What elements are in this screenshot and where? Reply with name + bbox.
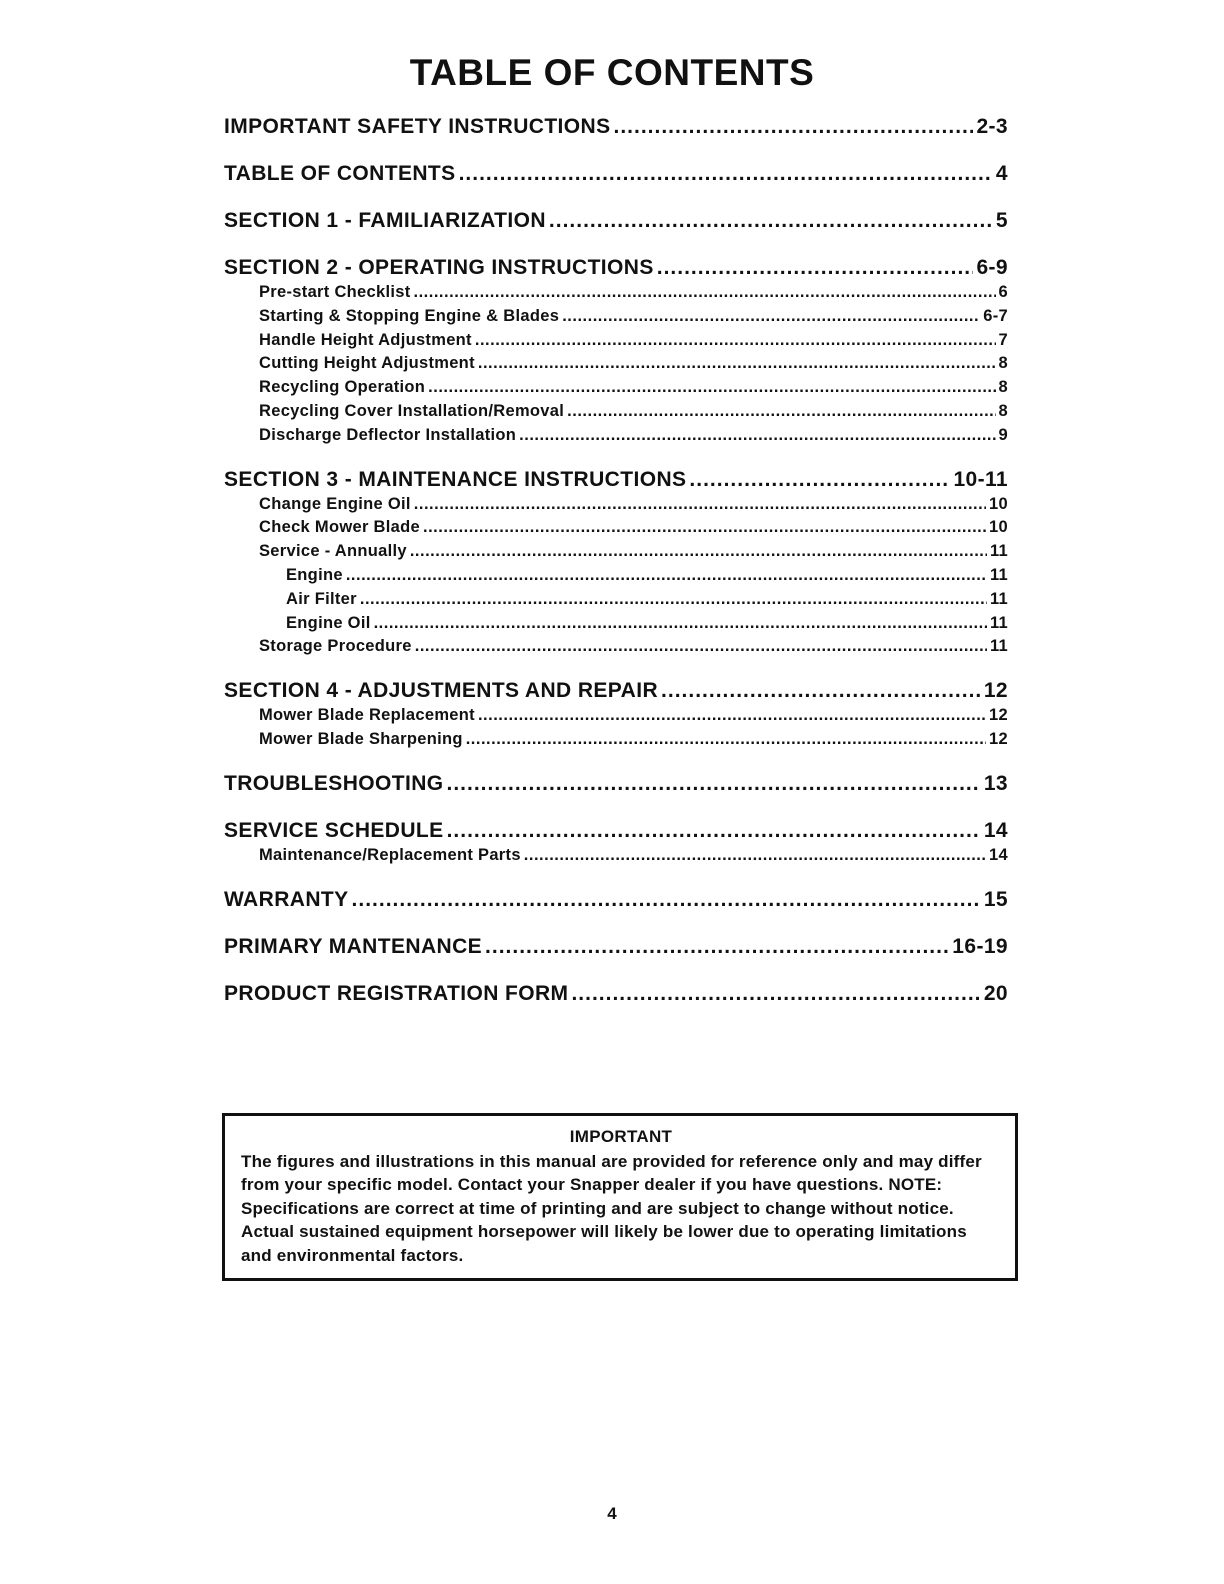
toc-subsection-entry (224, 540, 1008, 564)
toc-entry-label: Maintenance/Replacement Parts (259, 845, 521, 864)
toc-entry-page: 9 (998, 425, 1008, 444)
toc-dot-leader (519, 424, 995, 448)
toc-dot-leader (447, 816, 981, 846)
toc-entry-label: Storage Procedure (259, 637, 412, 656)
toc-entry-page: 15 (983, 887, 1008, 911)
toc-entry-label: Handle Height Adjustment (259, 330, 472, 349)
toc-entry-label: Change Engine Oil (259, 494, 411, 513)
toc-entry-page: 13 (983, 771, 1008, 795)
toc-entry-page: 12 (983, 679, 1008, 703)
toc-dot-leader (410, 540, 987, 564)
toc-dot-leader (478, 352, 996, 376)
toc-dot-leader (485, 932, 949, 962)
toc-group (224, 112, 1008, 142)
toc-subsection-entry (224, 704, 1008, 728)
toc-group (224, 769, 1008, 799)
toc-entry-label: SECTION 2 - OPERATING INSTRUCTIONS (224, 256, 654, 279)
toc-dot-leader (567, 400, 995, 424)
toc-subsection-entry (224, 564, 1008, 588)
toc-dot-leader (571, 979, 980, 1009)
toc-dot-leader (346, 564, 987, 588)
toc-entry-label: WARRANTY (224, 887, 349, 911)
toc-entry-page: 12 (989, 729, 1008, 748)
toc-dot-leader (459, 159, 993, 189)
toc-subsection-entry (224, 400, 1008, 424)
toc-entry-label: Cutting Height Adjustment (259, 354, 475, 373)
toc-group (224, 465, 1008, 660)
toc-section-entry (224, 816, 1008, 846)
notice-title: IMPORTANT (569, 1127, 673, 1146)
toc-entry-label: TABLE OF CONTENTS (224, 162, 456, 185)
toc-entry-label: Service - Annually (259, 542, 407, 561)
toc-subsection-entry (224, 728, 1008, 752)
toc-entry-page: 8 (998, 401, 1008, 420)
toc-dot-leader (614, 112, 974, 142)
toc-entry-label: Pre-start Checklist (259, 283, 411, 301)
toc-dot-leader (415, 635, 987, 659)
toc-entry-page: 10-11 (953, 467, 1008, 491)
toc-entry-page: 8 (998, 378, 1008, 397)
toc-dot-leader (562, 305, 980, 329)
toc-dot-leader (689, 465, 950, 495)
toc-dot-leader (478, 704, 986, 728)
toc-entry-page: 10 (989, 518, 1008, 537)
toc-section-entry (224, 932, 1008, 962)
toc-subsection-entry (224, 612, 1008, 636)
toc-entry-label: Discharge Deflector Installation (259, 425, 517, 444)
toc-dot-leader (447, 769, 981, 799)
toc-group (224, 885, 1008, 915)
toc-group (224, 206, 1008, 236)
toc-group (224, 816, 1008, 868)
toc-group (224, 979, 1008, 1009)
page-number: 4 (607, 1504, 617, 1523)
toc-entry-page: 14 (989, 845, 1008, 864)
toc-entry-label: PRODUCT REGISTRATION FORM (224, 981, 569, 1005)
toc-entry-page: 6-7 (983, 306, 1008, 325)
toc-entry-page: 5 (995, 209, 1008, 232)
toc-entry-page: 6 (998, 283, 1008, 301)
page-title: TABLE OF CONTENTS (409, 52, 815, 93)
toc-section-entry (224, 112, 1008, 142)
toc-entry-page: 6-9 (976, 256, 1008, 279)
toc-group (224, 253, 1008, 448)
toc-entry-page: 14 (983, 818, 1008, 842)
toc-dot-leader (657, 253, 974, 283)
toc-subsection-entry (224, 376, 1008, 400)
toc-dot-leader (374, 612, 987, 636)
toc-entry-label: TROUBLESHOOTING (224, 771, 444, 795)
toc-group (224, 932, 1008, 962)
toc-entry-page: 11 (989, 637, 1008, 656)
toc-dot-leader (524, 844, 986, 868)
toc-entry-label: Recycling Operation (259, 378, 426, 397)
toc-entry-label: Mower Blade Sharpening (259, 729, 463, 748)
toc-entry-label: Engine Oil (286, 613, 371, 632)
toc-entry-page: 2-3 (976, 115, 1008, 138)
toc-subsection-entry (224, 424, 1008, 448)
toc-subsection-entry (224, 352, 1008, 376)
toc-subsection-entry (224, 281, 1008, 305)
important-notice-box (222, 1113, 1018, 1281)
toc-dot-leader (549, 206, 993, 236)
toc-section-entry (224, 465, 1008, 495)
toc-entry-page: 10 (989, 494, 1008, 513)
notice-body: The figures and illustrations in this manual are provided for reference only and may differ from your specific model. Contact your Snapper dealer if you have questions. NOTE: Specifications are correct at time of printing and are subject to change without notice. Actual sustained equipment horsepower will likely be lower due to operating limitations and environmental factors. (241, 1152, 982, 1265)
toc-section-entry (224, 885, 1008, 915)
toc-entry-page: 11 (989, 613, 1008, 632)
toc-entry-label: SECTION 4 - ADJUSTMENTS AND REPAIR (224, 679, 659, 703)
toc-subsection-entry (224, 844, 1008, 868)
toc-entry-page: 16-19 (952, 934, 1008, 958)
toc-entry-label: PRIMARY MANTENANCE (224, 934, 483, 958)
toc-section-entry (224, 979, 1008, 1009)
toc-entry-page: 11 (989, 542, 1008, 561)
toc-dot-leader (360, 588, 987, 612)
toc-entry-label: Engine (286, 565, 343, 584)
table-of-contents (224, 112, 1008, 1009)
toc-dot-leader (414, 281, 996, 305)
toc-dot-leader (414, 493, 986, 517)
toc-section-entry (224, 253, 1008, 283)
toc-entry-page: 11 (989, 589, 1008, 608)
toc-section-entry (224, 206, 1008, 236)
toc-entry-label: Starting & Stopping Engine & Blades (259, 306, 560, 325)
toc-entry-page: 7 (998, 330, 1008, 349)
toc-dot-leader (661, 676, 981, 706)
toc-group (224, 159, 1008, 189)
toc-entry-label: Mower Blade Replacement (259, 706, 475, 725)
toc-subsection-entry (224, 635, 1008, 659)
toc-subsection-entry (224, 329, 1008, 353)
toc-subsection-entry (224, 305, 1008, 329)
toc-entry-page: 4 (995, 162, 1008, 185)
toc-subsection-entry (224, 493, 1008, 517)
toc-dot-leader (352, 885, 981, 915)
toc-subsection-entry (224, 516, 1008, 540)
toc-entry-page: 12 (989, 706, 1008, 725)
toc-entry-label: Check Mower Blade (259, 518, 420, 537)
toc-section-entry (224, 676, 1008, 706)
toc-entry-label: SECTION 1 - FAMILIARIZATION (224, 209, 546, 232)
toc-group (224, 676, 1008, 752)
toc-section-entry (224, 769, 1008, 799)
toc-entry-page: 11 (989, 565, 1008, 584)
toc-dot-leader (475, 329, 996, 353)
toc-subsection-entry (224, 588, 1008, 612)
toc-entry-label: SECTION 3 - MAINTENANCE INSTRUCTIONS (224, 467, 687, 491)
toc-entry-label: SERVICE SCHEDULE (224, 818, 444, 842)
toc-section-entry (224, 159, 1008, 189)
toc-entry-label: Air Filter (286, 589, 357, 608)
toc-dot-leader (466, 728, 986, 752)
toc-entry-label: Recycling Cover Installation/Removal (259, 401, 565, 420)
toc-entry-page: 20 (983, 981, 1008, 1005)
toc-entry-label: IMPORTANT SAFETY INSTRUCTIONS (224, 115, 611, 138)
toc-dot-leader (428, 376, 995, 400)
toc-entry-page: 8 (998, 354, 1008, 373)
toc-dot-leader (423, 516, 986, 540)
